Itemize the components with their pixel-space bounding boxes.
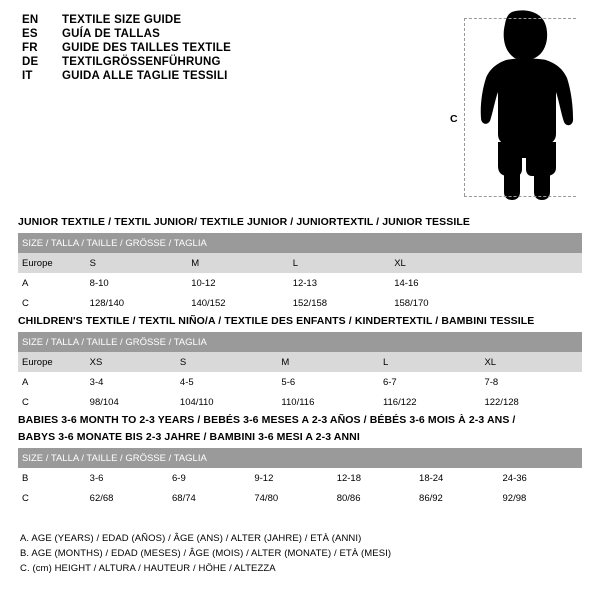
figure-container [450,8,590,203]
cell: 6-7 [379,372,481,392]
measure-label-c: C [450,113,458,125]
header-row-en [22,14,442,26]
header-row-de [22,56,442,68]
cell: 6-9 [168,468,250,488]
cell: 122/128 [480,392,582,412]
cell: 4-5 [176,372,278,392]
table-head-label-children: SIZE / TALLA / TAILLE / GRÖSSE / TAGLIA [18,332,582,352]
lang-title-it: GUIDA ALLE TAGLIE TESSILI [62,70,228,82]
col-header: M [277,352,379,372]
section-title-babies-line2: BABYS 3-6 MONATE BIS 2-3 JAHRE / BAMBINI 3-6 MESI A 2-3 ANNI [18,431,360,443]
lang-title-es: GUÍA DE TALLAS [62,28,160,40]
cell: 92/98 [499,488,582,508]
cell: 98/104 [86,392,176,412]
cell: 3-4 [86,372,176,392]
lang-title-de: TEXTILGRÖSSENFÜHRUNG [62,56,221,68]
table-row [18,293,582,313]
cell: 24-36 [499,468,582,488]
section-title-babies: BABIES 3-6 MONTH TO 2-3 YEARS / BEBÉS 3-6 MESES A 2-3 AÑOS / BÉBÉS 3-6 MOIS À 2-3 ANS / [18,414,516,426]
lang-code-en: EN [22,14,39,26]
cell: 80/86 [333,488,415,508]
table-head-label-junior: SIZE / TALLA / TAILLE / GRÖSSE / TAGLIA [18,233,582,253]
table-row [18,273,582,293]
cell: 62/68 [86,488,168,508]
cell-empty [492,293,582,313]
legend [20,533,580,578]
lang-code-fr: FR [22,42,38,54]
row-label: C [18,293,86,313]
cell: 7-8 [480,372,582,392]
table-junior [18,233,582,313]
row-label: B [18,468,86,488]
table-row [18,488,582,508]
cell: 5-6 [277,372,379,392]
col-header: M [187,253,289,273]
table-row [18,352,582,372]
col-header: L [289,253,391,273]
col-header: S [176,352,278,372]
legend-item-c: C. (cm) HEIGHT / ALTURA / HAUTEUR / HÖHE / ALTEZZA [20,563,276,574]
table-head-label-babies: SIZE / TALLA / TAILLE / GRÖSSE / TAGLIA [18,448,582,468]
lang-code-it: IT [22,70,33,82]
language-header [22,14,442,84]
row-label: A [18,273,86,293]
cell: 10-12 [187,273,289,293]
header-row-es [22,28,442,40]
cell: 74/80 [250,488,332,508]
lang-code-de: DE [22,56,39,68]
cell: 12-18 [333,468,415,488]
col-header: S [86,253,188,273]
cell: 152/158 [289,293,391,313]
cell: 18-24 [415,468,498,488]
col-header: XL [390,253,492,273]
table-row [18,372,582,392]
header-row-it [22,70,442,82]
section-title-children: CHILDREN'S TEXTILE / TEXTIL NIÑO/A / TEXTILE DES ENFANTS / KINDERTEXTIL / BAMBINI TESSILE [18,315,535,327]
section-title-junior: JUNIOR TEXTILE / TEXTIL JUNIOR/ TEXTILE JUNIOR / JUNIORTEXTIL / JUNIOR TESSILE [18,216,470,228]
cell: 14-16 [390,273,492,293]
measure-guide-top [464,18,576,19]
legend-item-b: B. AGE (MONTHS) / EDAD (MESES) / ÂGE (MOIS) / ALTER (MONATE) / ETÀ (MESI) [20,548,392,559]
cell: 9-12 [250,468,332,488]
cell: 158/170 [390,293,492,313]
col-header: Europe [18,352,86,372]
row-label: A [18,372,86,392]
cell: 3-6 [86,468,168,488]
cell: 68/74 [168,488,250,508]
cell: 86/92 [415,488,498,508]
measure-guide-line [464,18,465,196]
header-row-fr [22,42,442,54]
table-row [18,392,582,412]
col-header: XS [86,352,176,372]
table-row [18,233,582,253]
cell: 12-13 [289,273,391,293]
cell: 104/110 [176,392,278,412]
row-label: C [18,488,86,508]
table-row [18,448,582,468]
cell: 116/122 [379,392,481,412]
section-babies [18,414,582,508]
lang-code-es: ES [22,28,38,40]
row-label: C [18,392,86,412]
table-babies [18,448,582,508]
table-row [18,332,582,352]
col-header: L [379,352,481,372]
legend-item-a: A. AGE (YEARS) / EDAD (AÑOS) / ÂGE (ANS) / ALTER (JAHRE) / ETÀ (ANNI) [20,533,362,544]
cell: 110/116 [277,392,379,412]
lang-title-en: TEXTILE SIZE GUIDE [62,14,182,26]
measure-guide-bottom [464,196,576,197]
table-row [18,253,582,273]
section-junior [18,216,582,313]
cell: 140/152 [187,293,289,313]
section-children [18,315,582,412]
cell: 128/140 [86,293,188,313]
cell: 8-10 [86,273,188,293]
col-header: XL [480,352,582,372]
col-header-empty [492,253,582,273]
table-row [18,468,582,488]
cell-empty [492,273,582,293]
child-silhouette-icon [450,8,590,203]
table-children [18,332,582,412]
lang-title-fr: GUIDE DES TAILLES TEXTILE [62,42,231,54]
col-header: Europe [18,253,86,273]
